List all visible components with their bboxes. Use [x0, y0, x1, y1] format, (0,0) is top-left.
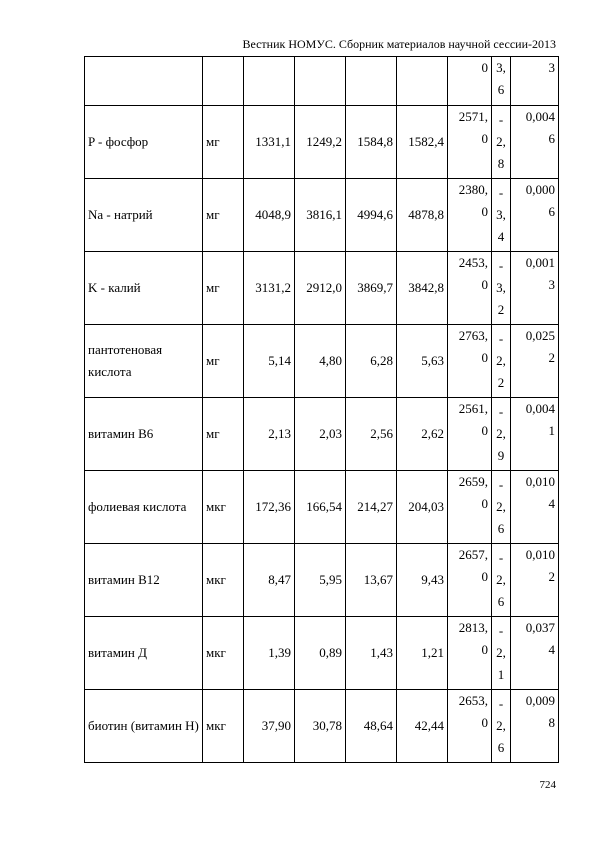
cell-unit: мг: [203, 325, 244, 398]
cell-value-3: 13,67: [346, 544, 397, 617]
cell-unit: мг: [203, 179, 244, 252]
cell-value-4: 5,63: [397, 325, 448, 398]
cell-value-3: 2,56: [346, 398, 397, 471]
cell-t: 2813, 0: [448, 617, 492, 690]
cell-p: 0,010 2: [511, 544, 559, 617]
cell-p: 0,001 3: [511, 252, 559, 325]
cell-empty: [346, 57, 397, 106]
cell-value-3: 1584,8: [346, 106, 397, 179]
cell-unit: мкг: [203, 690, 244, 763]
cell-value-2: 2912,0: [295, 252, 346, 325]
table-row: [85, 398, 559, 471]
cell-z: - 2, 9: [492, 398, 511, 471]
cell-value-4: 42,44: [397, 690, 448, 763]
cell-empty: [244, 57, 295, 106]
cell-value-1: 37,90: [244, 690, 295, 763]
cell-unit: мг: [203, 398, 244, 471]
cell-nutrient-name: P - фосфор: [85, 106, 203, 179]
cell-empty: [295, 57, 346, 106]
cell-z: - 2, 6: [492, 471, 511, 544]
cell-value-4: 9,43: [397, 544, 448, 617]
cell-p: 0,000 6: [511, 179, 559, 252]
cell-value-3: 1,43: [346, 617, 397, 690]
cell-z: - 2, 1: [492, 617, 511, 690]
cell-p: 0,004 6: [511, 106, 559, 179]
cell-p: 0,010 4: [511, 471, 559, 544]
cell-p: 0,004 1: [511, 398, 559, 471]
cell-value-4: 3842,8: [397, 252, 448, 325]
cell-value-4: 1582,4: [397, 106, 448, 179]
table-row: [85, 179, 559, 252]
cell-value-4: 204,03: [397, 471, 448, 544]
cell-value-2: 3816,1: [295, 179, 346, 252]
cell-nutrient-name: витамин B12: [85, 544, 203, 617]
continuation-row: [85, 57, 559, 106]
cell-empty: [397, 57, 448, 106]
cell-unit: мкг: [203, 617, 244, 690]
cell-p: 0,009 8: [511, 690, 559, 763]
cell-z: - 3, 2: [492, 252, 511, 325]
cell-value-3: 3869,7: [346, 252, 397, 325]
cell-nutrient-name: фолиевая кислота: [85, 471, 203, 544]
cell-value-3: 4994,6: [346, 179, 397, 252]
cell-nutrient-name: витамин B6: [85, 398, 203, 471]
cell-unit: мкг: [203, 544, 244, 617]
cell-nutrient-name: пантотеновая кислота: [85, 325, 203, 398]
cell-p: 0,037 4: [511, 617, 559, 690]
cell-value-3: 48,64: [346, 690, 397, 763]
cell-value-1: 172,36: [244, 471, 295, 544]
table-row: [85, 252, 559, 325]
cell-unit: мкг: [203, 471, 244, 544]
cell-z: - 3, 4: [492, 179, 511, 252]
cell-t-continued: 0: [448, 57, 492, 106]
cell-value-2: 2,03: [295, 398, 346, 471]
cell-value-1: 4048,9: [244, 179, 295, 252]
table-row: [85, 325, 559, 398]
cell-value-2: 4,80: [295, 325, 346, 398]
cell-t: 2659, 0: [448, 471, 492, 544]
cell-value-3: 6,28: [346, 325, 397, 398]
cell-value-1: 3131,2: [244, 252, 295, 325]
cell-value-3: 214,27: [346, 471, 397, 544]
cell-value-2: 1249,2: [295, 106, 346, 179]
nutrient-table: [84, 56, 559, 763]
cell-nutrient-name: витамин Д: [85, 617, 203, 690]
table-row: [85, 471, 559, 544]
cell-nutrient-name: K - калий: [85, 252, 203, 325]
cell-t: 2571, 0: [448, 106, 492, 179]
cell-value-2: 5,95: [295, 544, 346, 617]
cell-p-continued: 3: [511, 57, 559, 106]
cell-value-2: 0,89: [295, 617, 346, 690]
cell-value-1: 1331,1: [244, 106, 295, 179]
cell-unit: мг: [203, 252, 244, 325]
cell-nutrient-name: биотин (витамин H): [85, 690, 203, 763]
cell-z: - 2, 2: [492, 325, 511, 398]
table-row: [85, 617, 559, 690]
table-row: [85, 544, 559, 617]
cell-value-4: 4878,8: [397, 179, 448, 252]
cell-z: - 2, 8: [492, 106, 511, 179]
cell-empty: [203, 57, 244, 106]
cell-t: 2657, 0: [448, 544, 492, 617]
cell-value-1: 5,14: [244, 325, 295, 398]
table-row: [85, 690, 559, 763]
cell-t: 2561, 0: [448, 398, 492, 471]
cell-value-1: 2,13: [244, 398, 295, 471]
table-row: [85, 106, 559, 179]
cell-t: 2380, 0: [448, 179, 492, 252]
cell-nutrient-name: Na - натрий: [85, 179, 203, 252]
cell-value-2: 166,54: [295, 471, 346, 544]
cell-value-4: 2,62: [397, 398, 448, 471]
running-header: Вестник НОМУС. Сборник материалов научной сессии-2013: [242, 37, 556, 51]
cell-z: - 2, 6: [492, 690, 511, 763]
cell-value-4: 1,21: [397, 617, 448, 690]
cell-value-1: 1,39: [244, 617, 295, 690]
cell-value-2: 30,78: [295, 690, 346, 763]
page-number: 724: [539, 779, 556, 791]
cell-empty: [85, 57, 203, 106]
cell-p: 0,025 2: [511, 325, 559, 398]
cell-z: - 2, 6: [492, 544, 511, 617]
cell-z-continued: 3, 6: [492, 57, 511, 106]
cell-t: 2453, 0: [448, 252, 492, 325]
cell-value-1: 8,47: [244, 544, 295, 617]
cell-unit: мг: [203, 106, 244, 179]
cell-t: 2653, 0: [448, 690, 492, 763]
cell-t: 2763, 0: [448, 325, 492, 398]
